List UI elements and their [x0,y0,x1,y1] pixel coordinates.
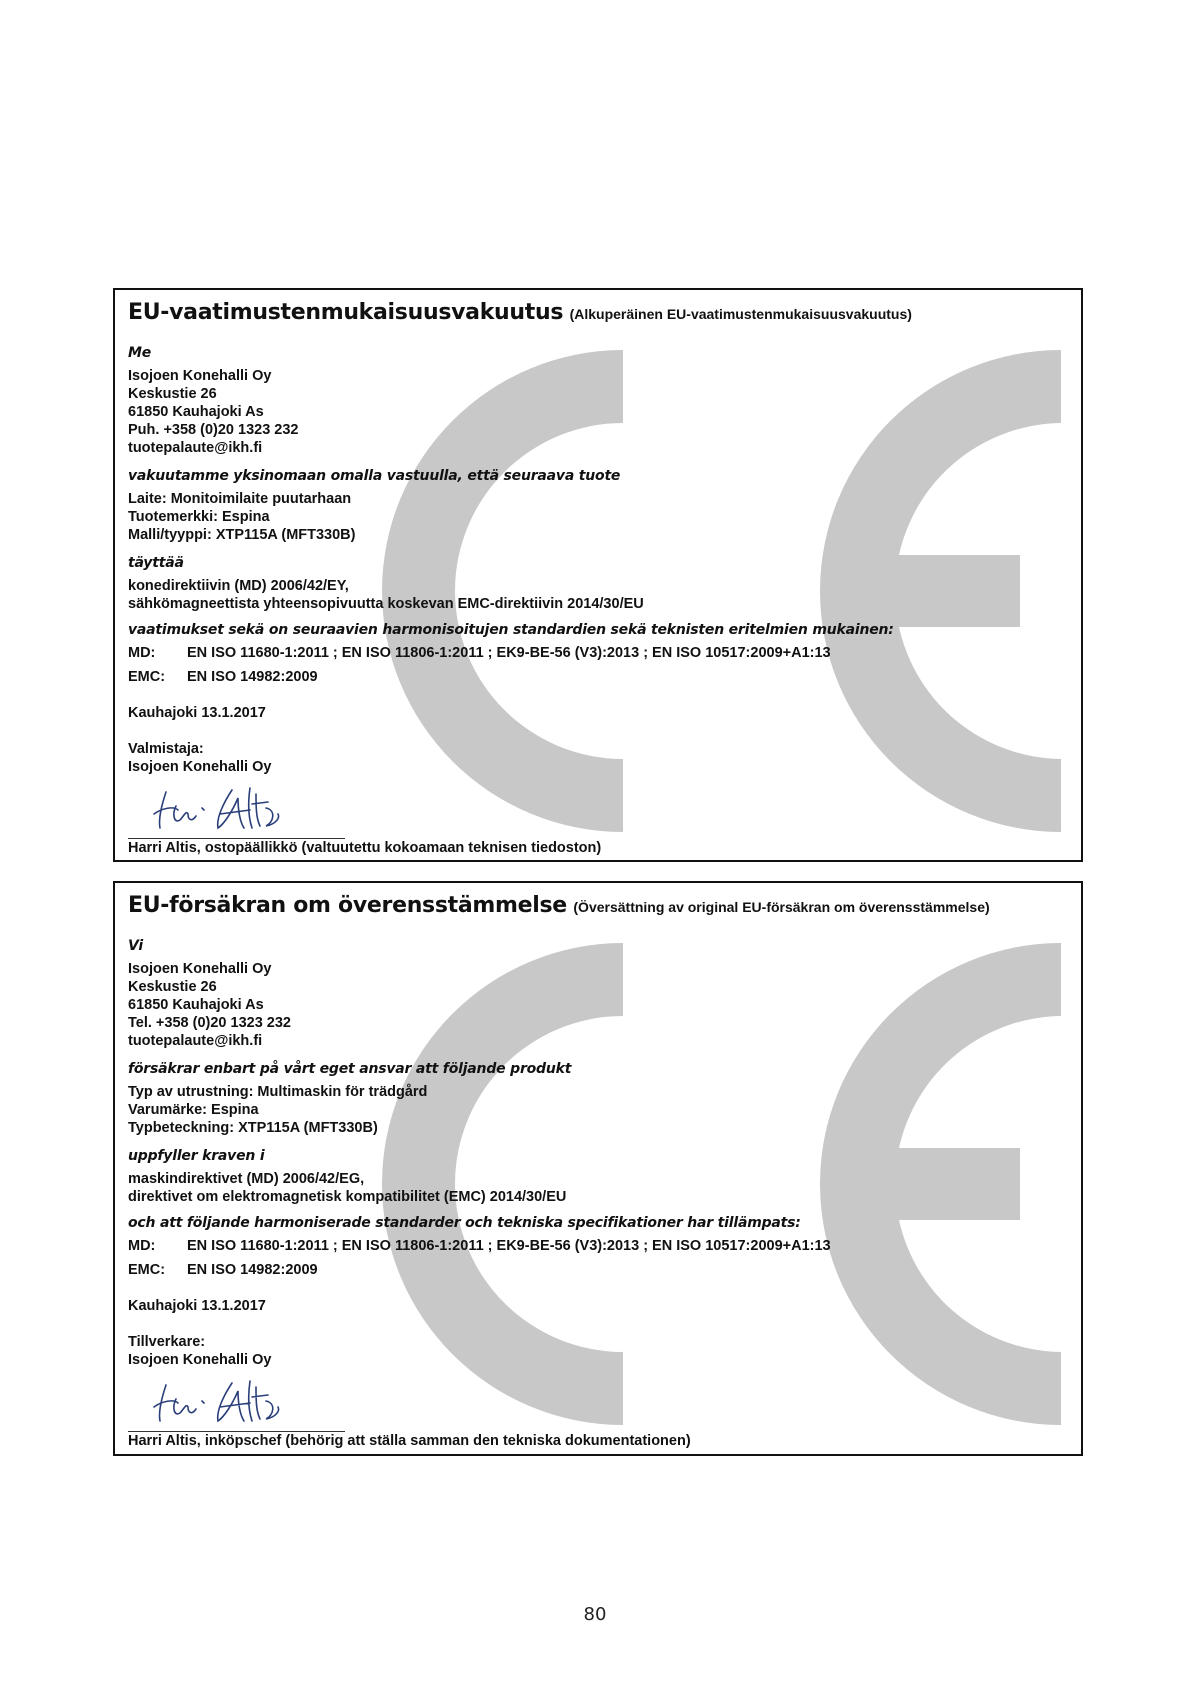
directives-block [128,1170,566,1206]
declaration-finnish [113,288,1083,862]
address-line: Isojoen Konehalli Oy [128,368,272,384]
signature-image [128,1377,348,1429]
we-heading: Me [128,345,152,361]
address-line: 61850 Kauhajoki As [128,997,264,1013]
address-line: tuotepalaute@ikh.fi [128,440,263,456]
place-date: Kauhajoki 13.1.2017 [128,1298,266,1314]
emc-value: EN ISO 14982:2009 [187,669,318,685]
standards-intro: och att följande harmoniserade standarder och tekniska specifikationer har tillämpats: [128,1215,801,1231]
title-subtitle: (Översättning av original EU-försäkran om överensstämmelse) [573,899,990,915]
declares-statement: försäkrar enbart på vårt eget ansvar att följande produkt [128,1061,572,1077]
declaration-title [128,300,912,325]
product-block [128,1083,427,1137]
md-value: EN ISO 11680-1:2011 ; EN ISO 11806-1:2011 ; EK9-BE-56 (V3):2013 ; EN ISO 10517:2009+A1:13 [187,1238,831,1254]
directive-line: maskindirektivet (MD) 2006/42/EG, [128,1171,365,1187]
product-line: Tuotemerkki: Espina [128,509,270,525]
place-date: Kauhajoki 13.1.2017 [128,705,266,721]
manufacturer-name: Isojoen Konehalli Oy [128,1352,272,1368]
address-line: tuotepalaute@ikh.fi [128,1033,263,1049]
md-label: MD: [128,1238,156,1254]
standards-intro: vaatimukset sekä on seuraavien harmonisoitujen standardien sekä teknisten eritelmien mukainen: [128,622,894,638]
address-line: 61850 Kauhajoki As [128,404,264,420]
title-main: EU-försäkran om överensstämmelse [128,893,567,918]
fulfils-heading: täyttää [128,555,184,571]
address-line: Tel. +358 (0)20 1323 232 [128,1015,291,1031]
directive-line: sähkömagneettista yhteensopivuutta koskevan EMC-direktiivin 2014/30/EU [128,596,644,612]
product-line: Typ av utrustning: Multimaskin för trädgård [128,1084,428,1100]
title-subtitle: (Alkuperäinen EU-vaatimustenmukaisuusvakuutus) [569,306,912,322]
signatory: Harri Altis, ostopäällikkö (valtuutettu kokoamaan teknisen tiedoston) [128,840,602,856]
fulfils-heading: uppfyller kraven i [128,1148,265,1164]
address-line: Keskustie 26 [128,386,217,402]
signatory: Harri Altis, inköpschef (behörig att ställa samman den tekniska dokumentationen) [128,1433,691,1449]
address-block [128,960,291,1050]
emc-label: EMC: [128,1262,166,1278]
md-standards [128,1237,831,1255]
md-label: MD: [128,645,156,661]
product-line: Malli/tyyppi: XTP115A (MFT330B) [128,527,356,543]
directive-line: direktivet om elektromagnetisk kompatibilitet (EMC) 2014/30/EU [128,1189,567,1205]
address-line: Puh. +358 (0)20 1323 232 [128,422,299,438]
signature-image [128,784,348,836]
we-heading: Vi [128,938,143,954]
manufacturer-name: Isojoen Konehalli Oy [128,759,272,775]
emc-standards [128,1261,318,1279]
directive-line: konedirektiivin (MD) 2006/42/EY, [128,578,349,594]
manufacturer-block [128,740,271,776]
address-line: Keskustie 26 [128,979,217,995]
product-block [128,490,355,544]
page-number: 80 [583,1604,607,1625]
manufacturer-block [128,1333,271,1369]
address-block [128,367,299,457]
address-line: Isojoen Konehalli Oy [128,961,272,977]
product-line: Laite: Monitoimilaite puutarhaan [128,491,352,507]
title-main: EU-vaatimustenmukaisuusvakuutus [128,300,564,325]
md-value: EN ISO 11680-1:2011 ; EN ISO 11806-1:2011 ; EK9-BE-56 (V3):2013 ; EN ISO 10517:2009+A1:13 [187,645,831,661]
manufacturer-label: Tillverkare: [128,1334,206,1350]
product-line: Typbeteckning: XTP115A (MFT330B) [128,1120,378,1136]
declaration-title [128,893,990,918]
manufacturer-label: Valmistaja: [128,741,204,757]
product-line: Varumärke: Espina [128,1102,259,1118]
emc-standards [128,668,318,686]
md-standards [128,644,831,662]
declaration-swedish [113,881,1083,1456]
emc-value: EN ISO 14982:2009 [187,1262,318,1278]
emc-label: EMC: [128,669,166,685]
declares-statement: vakuutamme yksinomaan omalla vastuulla, että seuraava tuote [128,468,621,484]
directives-block [128,577,644,613]
